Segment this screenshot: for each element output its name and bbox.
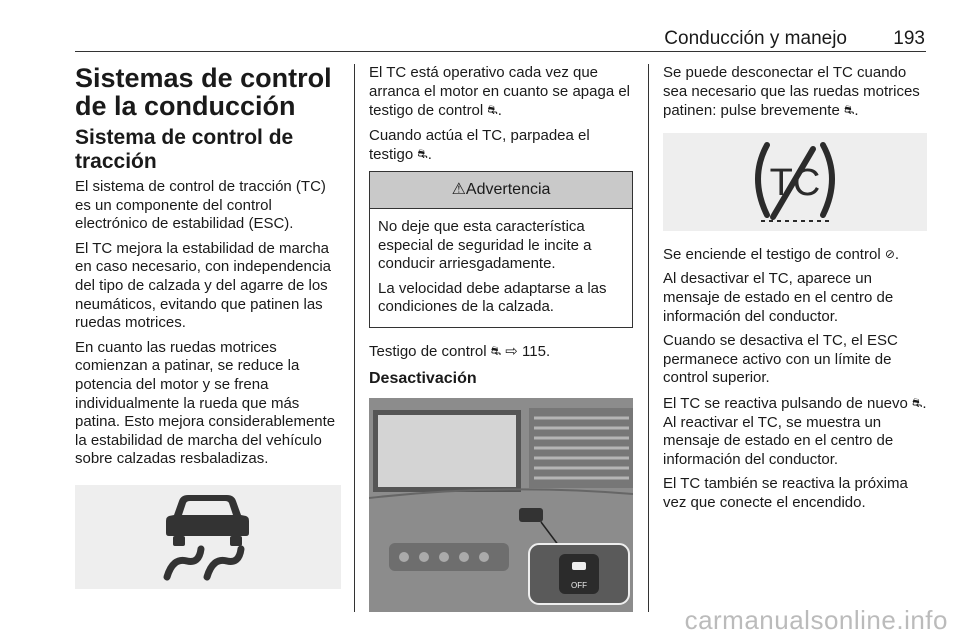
column-1 (75, 64, 341, 589)
dashboard-figure (369, 398, 633, 612)
reference-arrow-icon: ⇨ (505, 342, 518, 360)
paragraph: El TC está operativo cada vez que arranca el motor en cuanto se apaga el testigo de control ⛐. (369, 64, 630, 120)
skid-car-icon (75, 485, 341, 589)
paragraph: Testigo de control ⛐ ⇨ 115. (369, 342, 551, 360)
page-number: 193 (893, 28, 925, 49)
paragraph: Cuando se desactiva el TC, el ESC permanece activo con un límite de control superior. (663, 332, 898, 387)
skid-car-icon: ⛐ (912, 395, 923, 410)
section-title: Sistemas de control de la conducción (75, 63, 332, 121)
header-rule (75, 51, 926, 52)
watermark: carmanualsonline.info (684, 605, 948, 635)
skid-car-icon: ⛐ (843, 103, 855, 118)
column-divider (648, 64, 649, 612)
paragraph: El sistema de control de tracción (TC) es un componente del control electrónico de estabilidad (ESC). (75, 178, 326, 233)
skid-car-icon: ⛐ (487, 103, 498, 118)
off-label: OFF (571, 580, 587, 590)
subsection-title: Desactivación (369, 369, 477, 387)
chapter-title: Conducción y manejo (664, 28, 847, 49)
paragraph: El TC se reactiva pulsando de nuevo ⛐. Al reactivar el TC, se muestra un mensaje de estado en el centro de información del conductor. (663, 394, 927, 468)
paragraph: Se enciende el testigo de control ⊘. (663, 245, 900, 263)
traction-symbol-figure (75, 485, 341, 589)
dashboard-illustration (369, 398, 633, 612)
warning-text: No deje que esta característica especial de seguridad le incite a conducir arriesgadamente. (378, 217, 592, 273)
paragraph: Al desactivar el TC, aparece un mensaje de estado en el centro de información del conductor. (663, 270, 894, 325)
warning-header: ⚠Advertencia (370, 172, 632, 209)
paragraph: Se puede desconectar el TC cuando sea necesario que las ruedas motrices patinen: pulse brevemente ⛐. (663, 64, 920, 120)
skid-car-icon: ⛐ (417, 147, 428, 162)
paragraph: El TC también se reactiva la próxima vez que conecte el encendido. (663, 475, 908, 511)
tc-off-icon (663, 133, 927, 231)
paragraph: El TC mejora la estabilidad de marcha en caso necesario, con independencia del tipo de calzada y del agarre de los neumáticos, evitando que patinen las ruedas motrices. (75, 239, 332, 332)
column-divider (354, 64, 355, 612)
column-3 (663, 64, 927, 519)
subsection-title: Sistema de control de tracción (75, 126, 294, 173)
warning-triangle-icon: ⚠ (451, 180, 466, 198)
tc-off-figure (663, 133, 927, 231)
page-header (75, 26, 925, 52)
column-2 (369, 64, 633, 612)
tc-off-icon: ⊘ (884, 246, 895, 261)
warning-text: La velocidad debe adaptarse a las condiciones de la calzada. (378, 279, 607, 316)
skid-car-icon: ⛐ (490, 343, 502, 358)
warning-box (369, 171, 633, 328)
tc-label: TC (769, 161, 821, 204)
paragraph: Cuando actúa el TC, parpadea el testigo ⛐. (369, 126, 590, 164)
paragraph: En cuanto las ruedas motrices comienzan a patinar, se reduce la potencia del motor y se frena individualmente la rueda que más patina. Esto mejora considerablemente la estabilidad de marcha del vehículo sobre calzadas resbaladizas. (75, 338, 336, 468)
